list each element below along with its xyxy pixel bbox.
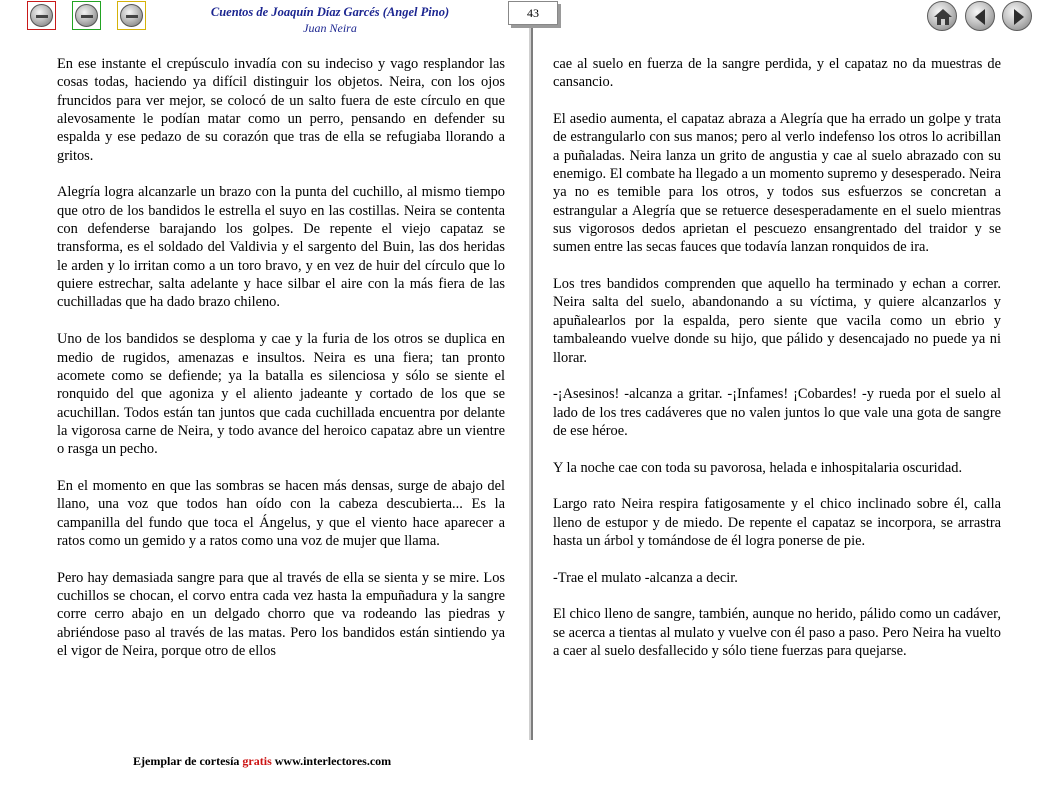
paragraph: En el momento en que las sombras se hacen más densas, surge de abajo del llano, una voz que todos han oído con la cabeza descubierta... Es la campanilla del fundo que toca el Ángelus, y que el viento hace aparecer a ratos como un gemido y a ratos como una voz de mujer que llama. xyxy=(57,477,505,549)
footer-prefix: Ejemplar de cortesía xyxy=(133,754,240,768)
paragraph: -¡Asesinos! -alcanza a gritar. -¡Infames! ¡Cobardes! -y rueda por el suelo al lado de los tres cadáveres que no valen juntos lo que vale una gota de sangre de ese héroe. xyxy=(553,386,1001,439)
right-text-column xyxy=(553,55,1001,679)
close-icon xyxy=(30,4,53,27)
paragraph: En ese instante el crepúsculo invadía con su indeciso y vago resplandor las cosas todas, haciendo ya difícil distinguir los objetos. Neira, con los ojos fruncidos para ver mejor, se colocó de un salto fuera de este círculo en que alevosamente le podían matar como un perro, pensando en defender su espalda y ese pedazo de su corazón que tras de ella se refugiaba llorando a gritos. xyxy=(57,56,505,164)
paragraph: El asedio aumenta, el capataz abraza a Alegría que ha errado un golpe y trata de estrangularlo con sus manos; pero al verlo indefenso los otros lo acribillan a puñaladas. Neira lanza un grito de angustia y cae al suelo abrazado con su enemigo. El combate ha llegado a un momento supremo y desesperado. Neira ya no es temible para los otros, y todos sus esfuerzos se concretan a estrangular a Alegría que se retuerce desesperadamente en el suelo mientras sus vigorosos dedos aprietan el pescuezo ensangrentado del traidor y se sumen entre las secas fauces que todavía lanzan ronquidos de ira. xyxy=(553,111,1001,256)
paragraph: El chico lleno de sangre, también, aunque no herido, pálido como un cadáver, se acerca a tientas al mulato y vuelve con él paso a paso. Pero Neira ha vuelto a caer al suelo desfallecido y sólo tiene fuerzas para quejarse. xyxy=(553,606,1001,659)
previous-page-button[interactable] xyxy=(965,1,995,31)
home-icon xyxy=(928,2,958,32)
footer-url-link[interactable]: www.interlectores.com xyxy=(274,754,392,768)
maximize-window-button[interactable] xyxy=(117,1,146,30)
book-title: Cuentos de Joaquín Díaz Garcés (Angel Pino) xyxy=(210,5,450,19)
column-divider-shadow xyxy=(531,28,533,740)
next-page-button[interactable] xyxy=(1002,1,1032,31)
minimize-window-button[interactable] xyxy=(72,1,101,30)
home-button[interactable] xyxy=(927,1,957,31)
paragraph: Uno de los bandidos se desploma y cae y la furia de los otros se duplica en medio de rugidos, amenazas e insultos. Neira es una fiera; tan pronto acomete como se defiende; ya la batalla es silenciosa y sólo se siente el ronquido del que agoniza y el aliento jadeante y cortado de los que se acuchillan. Todos están tan juntos que cada cuchillada encuentra por delante la vigorosa carne de Neira, y todo avance del heroico capataz abre un vientre o rasga un pecho. xyxy=(57,331,505,458)
author-name: Juan Neira xyxy=(303,21,357,35)
page-number: 43 xyxy=(508,1,558,25)
minimize-icon xyxy=(75,4,98,27)
paragraph: -Trae el mulato -alcanza a decir. xyxy=(553,569,738,586)
close-window-button[interactable] xyxy=(27,1,56,30)
paragraph: Los tres bandidos comprenden que aquello ha terminado y echan a correr. Neira salta del suelo, abandonando a su víctima, y quiere alcanzarlos y apuñalearlos por la espalda, pero siente que vacila como un ebrio y tambaleando vuelve donde su hijo, que pálido y desencajado no puede ya ni llorar. xyxy=(553,276,1001,366)
paragraph: Y la noche cae con toda su pavorosa, helada e inhospitalaria oscuridad. xyxy=(553,459,963,476)
paragraph: Pero hay demasiada sangre para que al través de ella se sienta y se mire. Los cuchillos se chocan, el corvo entra cada vez hasta la empuñadura y la sangre corre cerro abajo en un delgado chorro que va rodeando las piedras y abriéndose paso al través de las matas. Pero los bandidos están sintiendo ya el vigor de Neira, porque otro de ellos xyxy=(57,569,505,659)
paragraph: cae al suelo en fuerza de la sangre perdida, y el capataz no da muestras de cansancio. xyxy=(553,56,1001,91)
paragraph: Alegría logra alcanzarle un brazo con la punta del cuchillo, al mismo tiempo que otro de los bandidos le estrella el suyo en las costillas. Neira se contenta con defenderse barajando los golpes. De repente el viejo capataz se transforma, es el soldado del Valdivia y el sargento del Buin, las dos heridas le arden y lo irritan como a un toro bravo, y en vez de huir del círculo que lo quiere estrechar, salta adelante y hace silbar el aire con la más fiera de las cuchilladas que ha dado brazo chileno. xyxy=(57,184,505,311)
footer-gratis-link[interactable]: gratis xyxy=(242,754,272,768)
left-text-column xyxy=(57,55,505,679)
arrow-left-icon xyxy=(966,2,996,32)
footer xyxy=(133,754,391,769)
paragraph: Largo rato Neira respira fatigosamente y el chico inclinado sobre él, calla lleno de estupor y de miedo. De repente el capataz se incorpora, se arrastra hasta un árbol y tomándose de él logra ponerse de pie. xyxy=(553,496,1001,549)
arrow-right-icon xyxy=(1003,2,1033,32)
maximize-icon xyxy=(120,4,143,27)
